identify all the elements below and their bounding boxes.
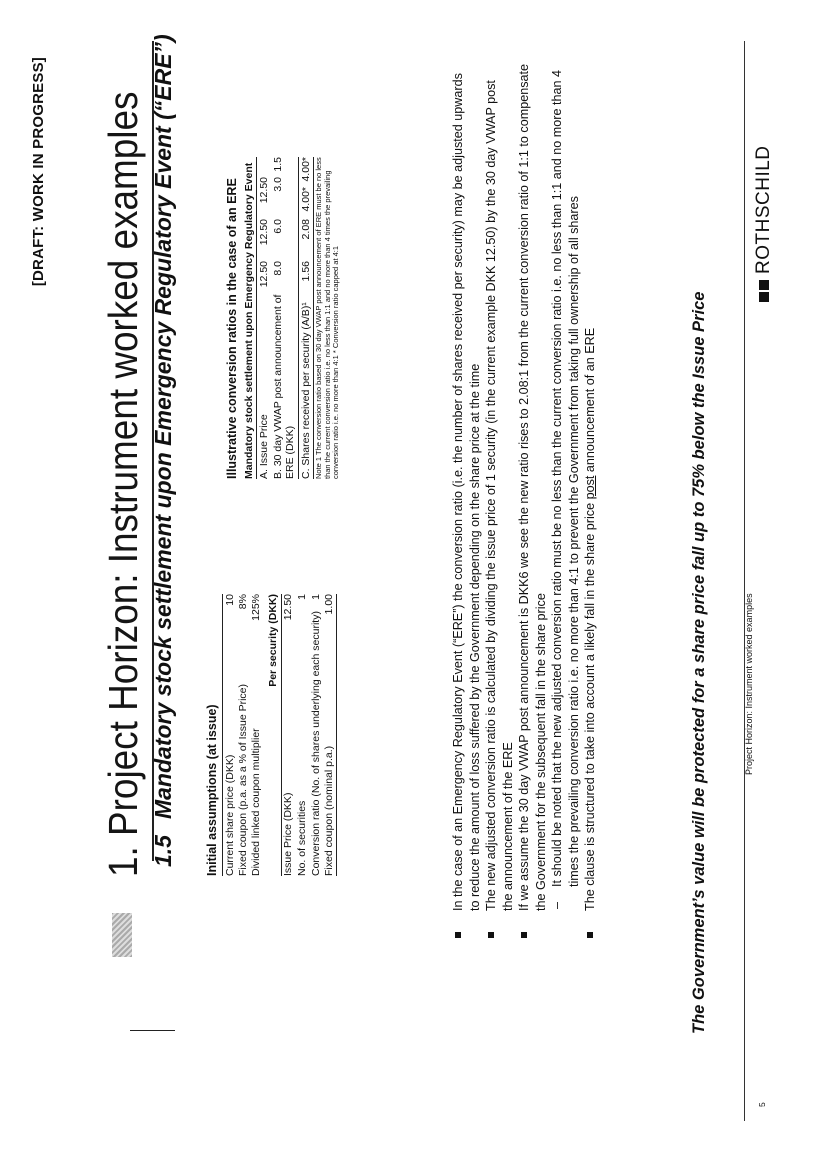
bullet-text-post: announcement of an ERE (583, 327, 597, 476)
title-bracket-line (130, 1030, 175, 1031)
divider (336, 594, 337, 876)
illustrative-note: Note 1 The conversion ratio based on 30 day VWAP post announcement of ERE must be no less than the current conversion ratio i.e. no less than 1:1 and no more than 4 times the prevailing conversion ratio i.e. no more than 4:1 * Conversion ratio capped at 4:1 (314, 157, 340, 479)
brand-logo-icon (759, 292, 769, 302)
assumption-row (224, 594, 236, 876)
divider (222, 594, 223, 876)
row-shares-received (300, 157, 312, 479)
footer-rule (744, 41, 745, 1121)
bullet-text: In the case of an Emergency Regulatory Event (“ERE”) the conversion ratio (i.e. the number of shares received per security) may be adjusted upwards to reduce the amount of loss suffered by the Government depending on the share price at the time (451, 73, 482, 911)
value-cell: 1.56 (300, 261, 312, 282)
value-cell: 3.0 (272, 177, 284, 192)
bullet-text-underlined: post (583, 475, 597, 500)
illustrative-table (225, 157, 360, 479)
row-issue-price-label: A. Issue Price (258, 414, 270, 479)
bullet-marker (488, 932, 494, 938)
per-security-label: Per security (DKK) (267, 594, 279, 687)
assumption-row (310, 594, 322, 876)
brand-logo-icon (759, 280, 769, 290)
bullet-item (516, 61, 549, 941)
assumption-label: Current share price (DKK) (224, 754, 236, 876)
illustrative-heading: Illustrative conversion ratios in the case of an ERE (225, 178, 239, 479)
bullet-marker (455, 932, 461, 938)
bullet-text: If we assume the 30 day VWAP post announcement is DKK6 we see the new ratio rises to 2.08:1 from the current conversion ratio of 1:1 to compensate the Government for the subsequent fall in the share price (517, 63, 548, 911)
page-title: 1. Project Horizon: Instrument worked examples (100, 91, 146, 877)
assumption-value: 12.50 (282, 594, 294, 621)
section-number: 1.5 (150, 835, 176, 867)
brand-logo (753, 145, 775, 302)
assumption-label: Conversion ratio (No. of shares underlying each security) (310, 611, 322, 876)
row-vwap-cont (284, 157, 296, 479)
assumption-label: No. of securities (296, 800, 308, 876)
bullet-marker (521, 932, 527, 938)
value-cell: 12.50 (258, 261, 270, 288)
assumptions-table (205, 594, 355, 876)
assumption-row (250, 594, 262, 876)
assumption-label: Issue Price (DKK) (282, 792, 294, 876)
illustrative-subheading-text: Mandatory stock settlement upon Emergency Regulatory Event (243, 162, 255, 479)
value-cell: 12.50 (258, 219, 270, 246)
assumption-value: 10 (224, 594, 236, 606)
assumption-label: Divided linked coupon multiplier (250, 728, 262, 876)
assumption-row (323, 594, 335, 876)
conclusion: The Government’s value will be protected for a share price fall up to 75% below the Issue Price (690, 291, 708, 1034)
bullet-text: The new adjusted conversion ratio is calculated by dividing the issue price of 1 security (in the current example DKK 12.50) by the 30 day VWAP post the announcement of the ERE (484, 80, 515, 911)
divider (298, 157, 299, 479)
assumption-value: 125% (250, 594, 262, 621)
value-cell: 12.50 (258, 177, 270, 204)
header-logo-mark (112, 913, 132, 957)
value-cell: 6.0 (272, 219, 284, 234)
value-cell: 4.00* (300, 187, 312, 212)
assumptions-heading: Initial assumptions (at issue) (205, 704, 219, 876)
per-security-header (267, 594, 279, 876)
bullet-item (483, 61, 516, 941)
row-vwap-label-2: ERE (DKK) (284, 425, 296, 479)
brand-name: ROTHSCHILD (753, 145, 774, 274)
illustrative-subheading (243, 157, 255, 479)
value-cell: 1.5 (272, 157, 284, 172)
bullet-item (582, 61, 599, 941)
row-vwap-label: B. 30 day VWAP post announcement of (272, 294, 284, 479)
draft-label: [DRAFT: WORK IN PROGRESS] (30, 57, 47, 287)
assumption-label: Fixed coupon (nominal p.a.) (323, 745, 335, 876)
page-number: 5 (757, 1102, 767, 1107)
assumption-label: Fixed coupon (p.a. as a % of Issue Price) (237, 683, 249, 876)
footer-text: Project Horizon: Instrument worked examples (744, 593, 754, 775)
assumption-value: 8% (237, 594, 249, 610)
assumption-row (282, 594, 294, 876)
section-title (150, 34, 177, 867)
assumption-value: 1 (310, 594, 322, 600)
section-title-text: Mandatory stock settlement upon Emergency Regulatory Event (“ERE”) (150, 34, 176, 820)
divider (256, 157, 257, 479)
sub-bullet-dash: – (550, 901, 564, 909)
assumption-row (296, 594, 308, 876)
assumption-row (237, 594, 249, 876)
row-issue-price (258, 157, 270, 479)
sub-bullet-text: It should be noted that the new adjusted conversion ratio must be no less than the current conversion ratio i.e. no less than 1:1 and no more than 4 times the prevailing conversion ratio i.e. no more than 4:1 to prevent the Government from taking full ownership of all shares (550, 69, 581, 887)
assumption-value: 1 (296, 594, 308, 600)
sub-bullet-item (549, 61, 582, 941)
value-cell: 2.08 (300, 219, 312, 240)
bullet-list (450, 61, 599, 941)
assumption-value: 1.00 (323, 594, 335, 615)
bullet-marker (587, 932, 593, 938)
bullet-text-pre: The clause is structured to take into account a likely fall in the share price (583, 499, 597, 911)
row-shares-label: C. Shares received per security (A/B)¹ (300, 302, 312, 479)
value-cell: 4.00* (300, 157, 312, 182)
value-cell: 8.0 (272, 261, 284, 276)
row-vwap (272, 157, 284, 479)
bullet-item (450, 61, 483, 941)
